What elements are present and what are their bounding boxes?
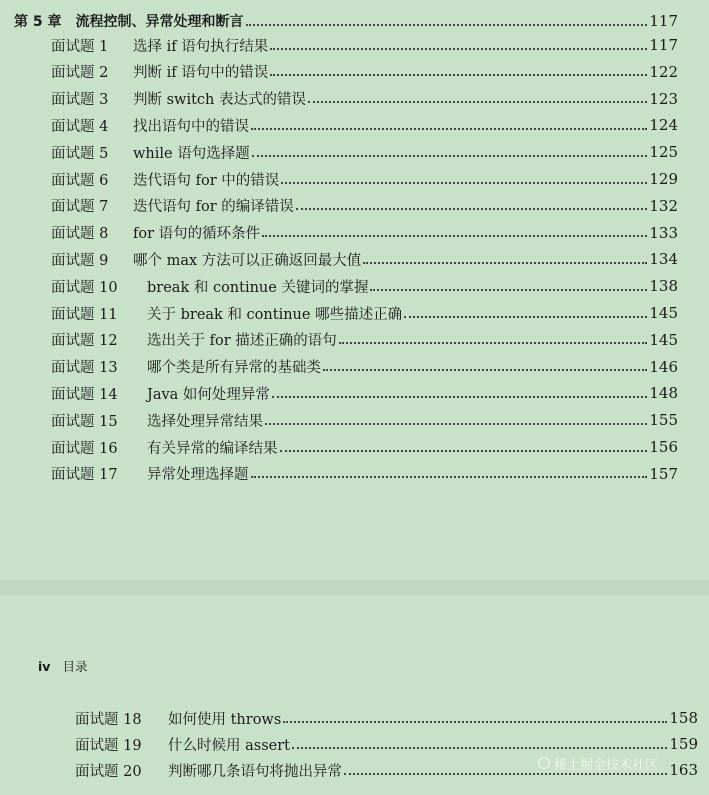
dot-leader — [270, 73, 647, 76]
entry-title: 什么时候用 assert — [168, 737, 290, 754]
entry-title: 找出语句中的错误 — [133, 118, 249, 135]
toc-entry[interactable] — [51, 302, 678, 324]
dot-leader — [246, 23, 648, 26]
watermark-text: 稀土掘金技术社区 — [554, 757, 659, 773]
entry-title: 选择处理异常结果 — [147, 413, 263, 430]
toc-entry[interactable] — [51, 168, 678, 190]
dot-leader — [308, 100, 647, 103]
entry-page: 123 — [649, 89, 678, 108]
toc-entry[interactable] — [51, 382, 678, 404]
toc-entry[interactable] — [51, 34, 678, 56]
toc-entry[interactable] — [51, 329, 678, 351]
entry-title: 判断 switch 表达式的错误 — [133, 92, 306, 109]
dot-leader — [272, 395, 647, 398]
entry-title: 有关异常的编译结果 — [147, 440, 278, 457]
entry-title: 迭代语句 for 的编译错误 — [133, 199, 294, 216]
toc-entry[interactable] — [51, 409, 678, 431]
entry-page: 145 — [649, 330, 678, 349]
dot-leader — [363, 261, 647, 264]
entry-number: 面试题 19 — [75, 737, 142, 754]
toc-entry[interactable] — [51, 222, 678, 244]
entry-page: 117 — [649, 36, 678, 54]
dot-leader — [265, 422, 647, 425]
entry-number: 面试题 3 — [51, 92, 109, 109]
dot-leader — [370, 288, 647, 291]
entry-title: 异常处理选择题 — [147, 467, 249, 484]
toc-entry[interactable] — [51, 463, 678, 485]
entry-number: 面试题 20 — [75, 763, 142, 780]
toc-entry[interactable] — [51, 436, 678, 458]
running-header-label: 目录 — [62, 659, 88, 674]
entry-page: 157 — [649, 464, 678, 483]
entry-number: 面试题 1 — [51, 38, 109, 55]
toc-entry[interactable] — [51, 61, 678, 83]
toc-entry[interactable] — [75, 707, 698, 729]
toc-entry[interactable] — [51, 248, 678, 270]
toc-entry[interactable] — [51, 275, 678, 297]
entry-page: 159 — [669, 735, 698, 753]
entry-title: 迭代语句 for 中的错误 — [133, 172, 280, 189]
entry-page: 145 — [649, 304, 678, 322]
entry-number: 面试题 6 — [51, 172, 109, 189]
entry-page: 134 — [649, 250, 678, 269]
entry-page: 129 — [649, 170, 678, 188]
entry-page: 148 — [649, 384, 678, 403]
page-roman-numeral: iv — [38, 658, 51, 674]
entry-number: 面试题 9 — [51, 252, 109, 269]
entry-title: for 语句的循环条件 — [133, 226, 261, 243]
dot-leader — [296, 207, 648, 210]
entry-page: 163 — [669, 761, 698, 779]
entry-page: 155 — [649, 411, 678, 430]
entry-title: Java 如何处理异常 — [147, 386, 270, 403]
entry-title: 选择 if 语句执行结果 — [133, 38, 269, 55]
dot-leader — [270, 47, 647, 50]
entry-number: 面试题 14 — [51, 386, 118, 403]
entry-page: 122 — [649, 62, 678, 81]
dot-leader — [339, 341, 648, 344]
entry-number: 面试题 4 — [51, 118, 109, 135]
entry-title: 判断 if 语句中的错误 — [133, 65, 269, 82]
entry-page: 156 — [649, 438, 678, 456]
entry-title: break 和 continue 关键词的掌握 — [147, 279, 369, 296]
entry-title: 哪个类是所有异常的基础类 — [147, 360, 321, 377]
entry-number: 面试题 13 — [51, 360, 118, 377]
chapter-title: 流程控制、异常处理和断言 — [75, 14, 244, 30]
running-header — [38, 657, 87, 675]
entry-title: 选出关于 for 描述正确的语句 — [147, 333, 337, 350]
page-gap — [0, 580, 709, 595]
toc-entry[interactable] — [51, 114, 678, 136]
entry-page: 138 — [649, 277, 678, 296]
entry-title: 哪个 max 方法可以正确返回最大值 — [133, 252, 362, 269]
entry-number: 面试题 2 — [51, 65, 109, 82]
chapter-heading — [14, 10, 678, 32]
dot-leader — [251, 127, 647, 130]
entry-number: 面试题 12 — [51, 333, 118, 350]
entry-number: 面试题 7 — [51, 199, 109, 216]
entry-number: 面试题 15 — [51, 413, 118, 430]
entry-title: 关于 break 和 continue 哪些描述正确 — [147, 306, 403, 323]
dot-leader — [262, 234, 647, 237]
entry-number: 面试题 17 — [51, 467, 118, 484]
entry-title: 判断哪几条语句将抛出异常 — [168, 763, 342, 780]
chapter-page: 117 — [649, 12, 678, 30]
toc-entry[interactable] — [51, 195, 678, 217]
watermark-logo-icon — [538, 757, 550, 769]
entry-page: 125 — [649, 143, 678, 162]
toc-entry[interactable] — [51, 356, 678, 378]
dot-leader — [252, 154, 648, 157]
entry-page: 146 — [649, 357, 678, 376]
dot-leader — [281, 181, 647, 184]
toc-entry[interactable] — [51, 88, 678, 110]
entry-number: 面试题 18 — [75, 711, 142, 728]
toc-page-bottom — [0, 595, 709, 795]
dot-leader — [404, 315, 647, 318]
dot-leader — [283, 720, 667, 723]
toc-entry[interactable] — [51, 141, 678, 163]
entry-number: 面试题 11 — [51, 306, 118, 323]
entry-number: 面试题 8 — [51, 226, 109, 243]
watermark — [538, 753, 658, 773]
entry-title: 如何使用 throws — [168, 711, 282, 728]
entry-title: while 语句选择题 — [133, 145, 250, 162]
entry-number: 面试题 10 — [51, 279, 118, 296]
dot-leader — [323, 368, 647, 371]
entry-page: 158 — [669, 709, 698, 727]
chapter-number: 第 5 章 — [14, 14, 62, 30]
dot-leader — [251, 475, 648, 478]
dot-leader — [280, 449, 648, 452]
toc-entry[interactable] — [75, 733, 698, 755]
dot-leader — [292, 746, 667, 749]
entry-page: 132 — [649, 196, 678, 215]
entry-page: 133 — [649, 223, 678, 242]
entry-number: 面试题 16 — [51, 440, 118, 457]
entry-page: 124 — [649, 116, 678, 135]
entry-number: 面试题 5 — [51, 145, 109, 162]
